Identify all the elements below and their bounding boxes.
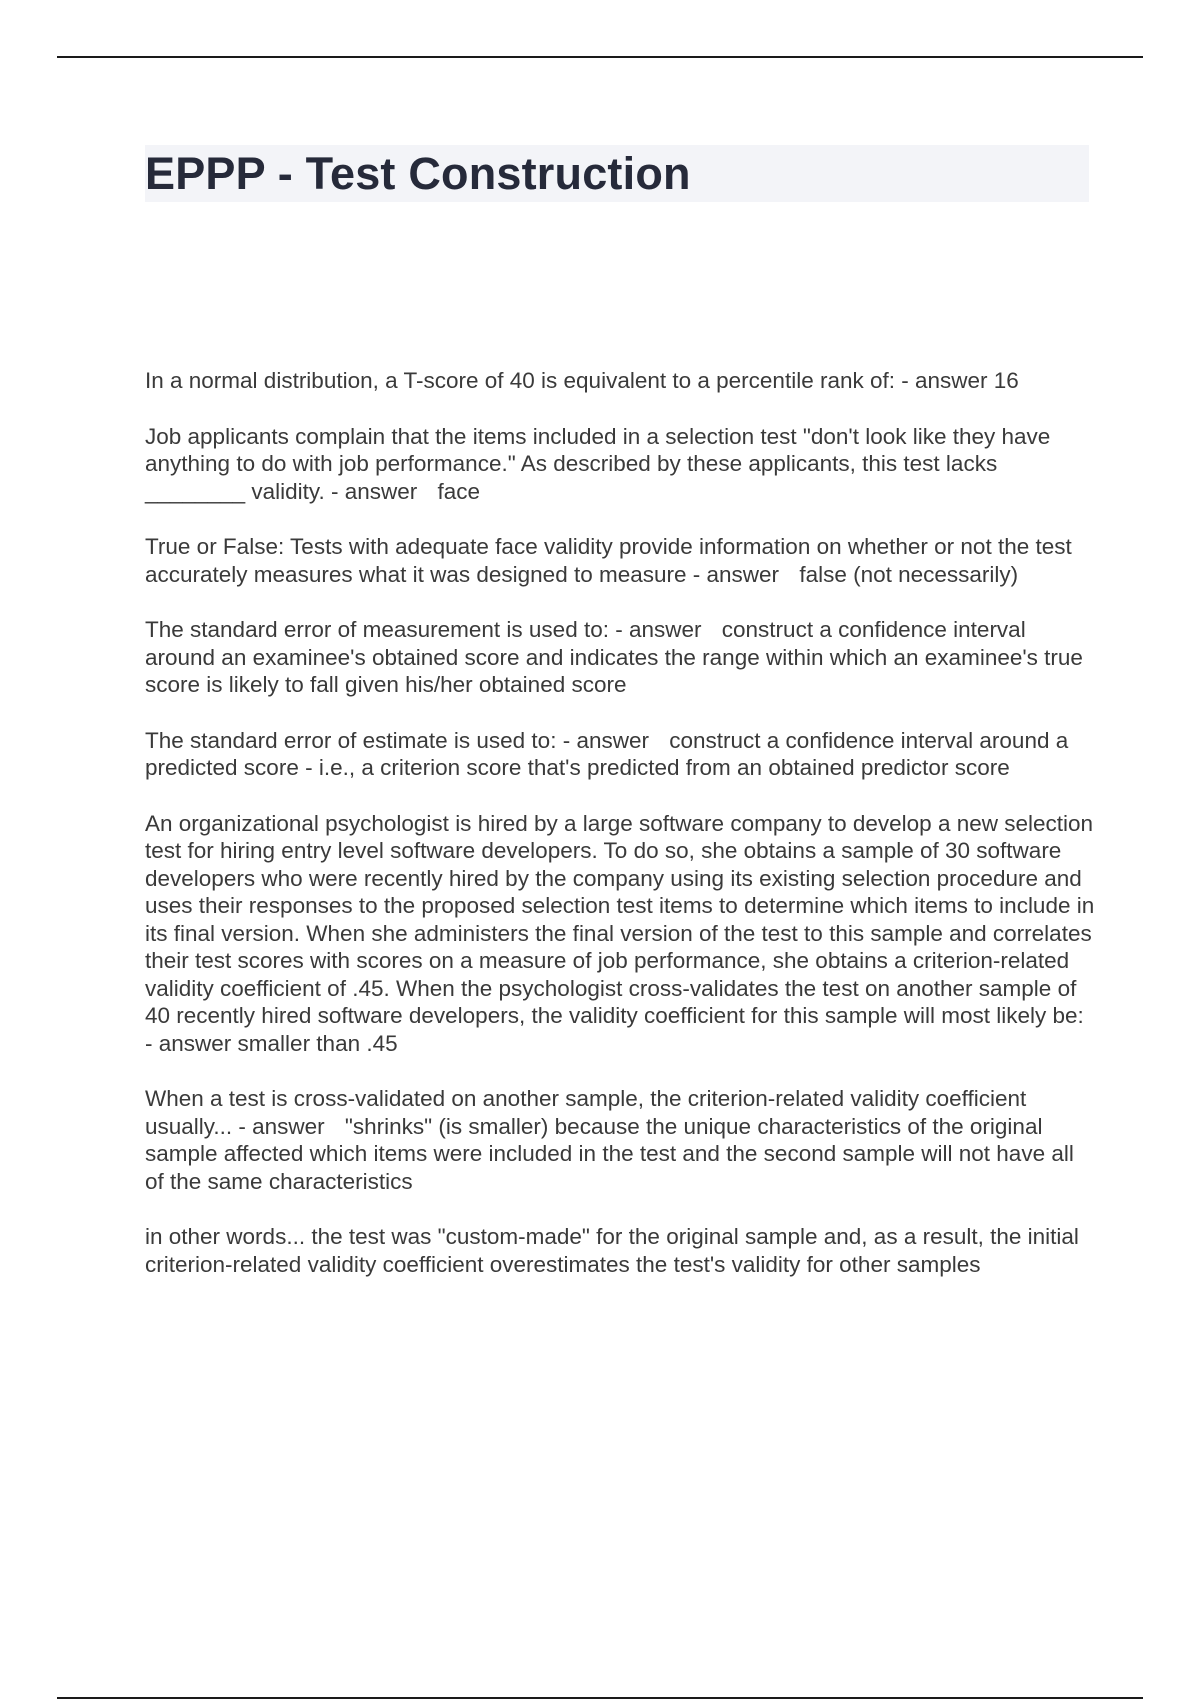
question-text: When a test is cross-validated on another sample, the criterion-related validity coefficient usually... - answer [145, 1086, 1033, 1139]
question-text: True or False: Tests with adequate face validity provide information on whether or not the test accurately measures what it was designed to measure - answer [145, 534, 1079, 587]
question-text: The standard error of estimate is used to: - answer [145, 727, 649, 753]
qa-item [145, 1085, 1095, 1195]
answer-text: 16 [993, 368, 1019, 393]
qa-item [145, 616, 1095, 699]
answer-text: construct a confidence interval around a predicted score - i.e., a criterion score that's predicted from an obtained predictor score [145, 727, 1075, 780]
question-text: An organizational psychologist is hired by a large software company to develop a new selection test for hiring entry level software developers. To do so, she obtains a sample of 30 software developers who were recently hired by the company using its existing selection procedure and uses their responses to the proposed selection test items to determine which items to include in its final version. When she administers the final version of the test to this sample and correlates their test scores with scores on a measure of job performance, she obtains a criterion-related validity coefficient of .45. When the psychologist cross-validates the test on another sample of 40 recently hired software developers, the validity coefficient for this sample will most likely be: - answer [145, 810, 1101, 1056]
question-text: The standard error of measurement is used to: - answer [145, 617, 702, 642]
answer-text: false (not necessarily) [799, 561, 1019, 587]
qa-item [145, 423, 1095, 506]
answer-text: "shrinks" (is smaller) because the unique characteristics of the original sample affected which items were included in the test and the second sample will not have all of the same characteristics [145, 1113, 1081, 1194]
question-text: In a normal distribution, a T-score of 40 is equivalent to a percentile rank of: - answer [145, 368, 988, 393]
top-rule [57, 56, 1143, 58]
qa-item [145, 727, 1095, 782]
qa-item [145, 810, 1101, 1058]
answer-text: smaller than .45 [237, 1030, 398, 1056]
page-title: EPPP - Test Construction [145, 148, 691, 199]
answer-text: face [437, 478, 481, 504]
qa-item [145, 533, 1095, 588]
question-text: Job applicants complain that the items included in a selection test "don't look like they have anything to do with job performance." As described by these applicants, this test lacks ________ validity. - answer [145, 423, 1057, 504]
qa-item [145, 367, 1095, 395]
note-paragraph: in other words... the test was "custom-made" for the original sample and, as a result, the initial criterion-related validity coefficient overestimates the test's validity for other samples [145, 1224, 1086, 1277]
document-body [145, 367, 1101, 1306]
answer-text: construct a confidence interval around an examinee's obtained score and indicates the range within which an examinee's true score is likely to fall given his/her obtained score [145, 617, 1090, 697]
bottom-rule [57, 1697, 1143, 1699]
